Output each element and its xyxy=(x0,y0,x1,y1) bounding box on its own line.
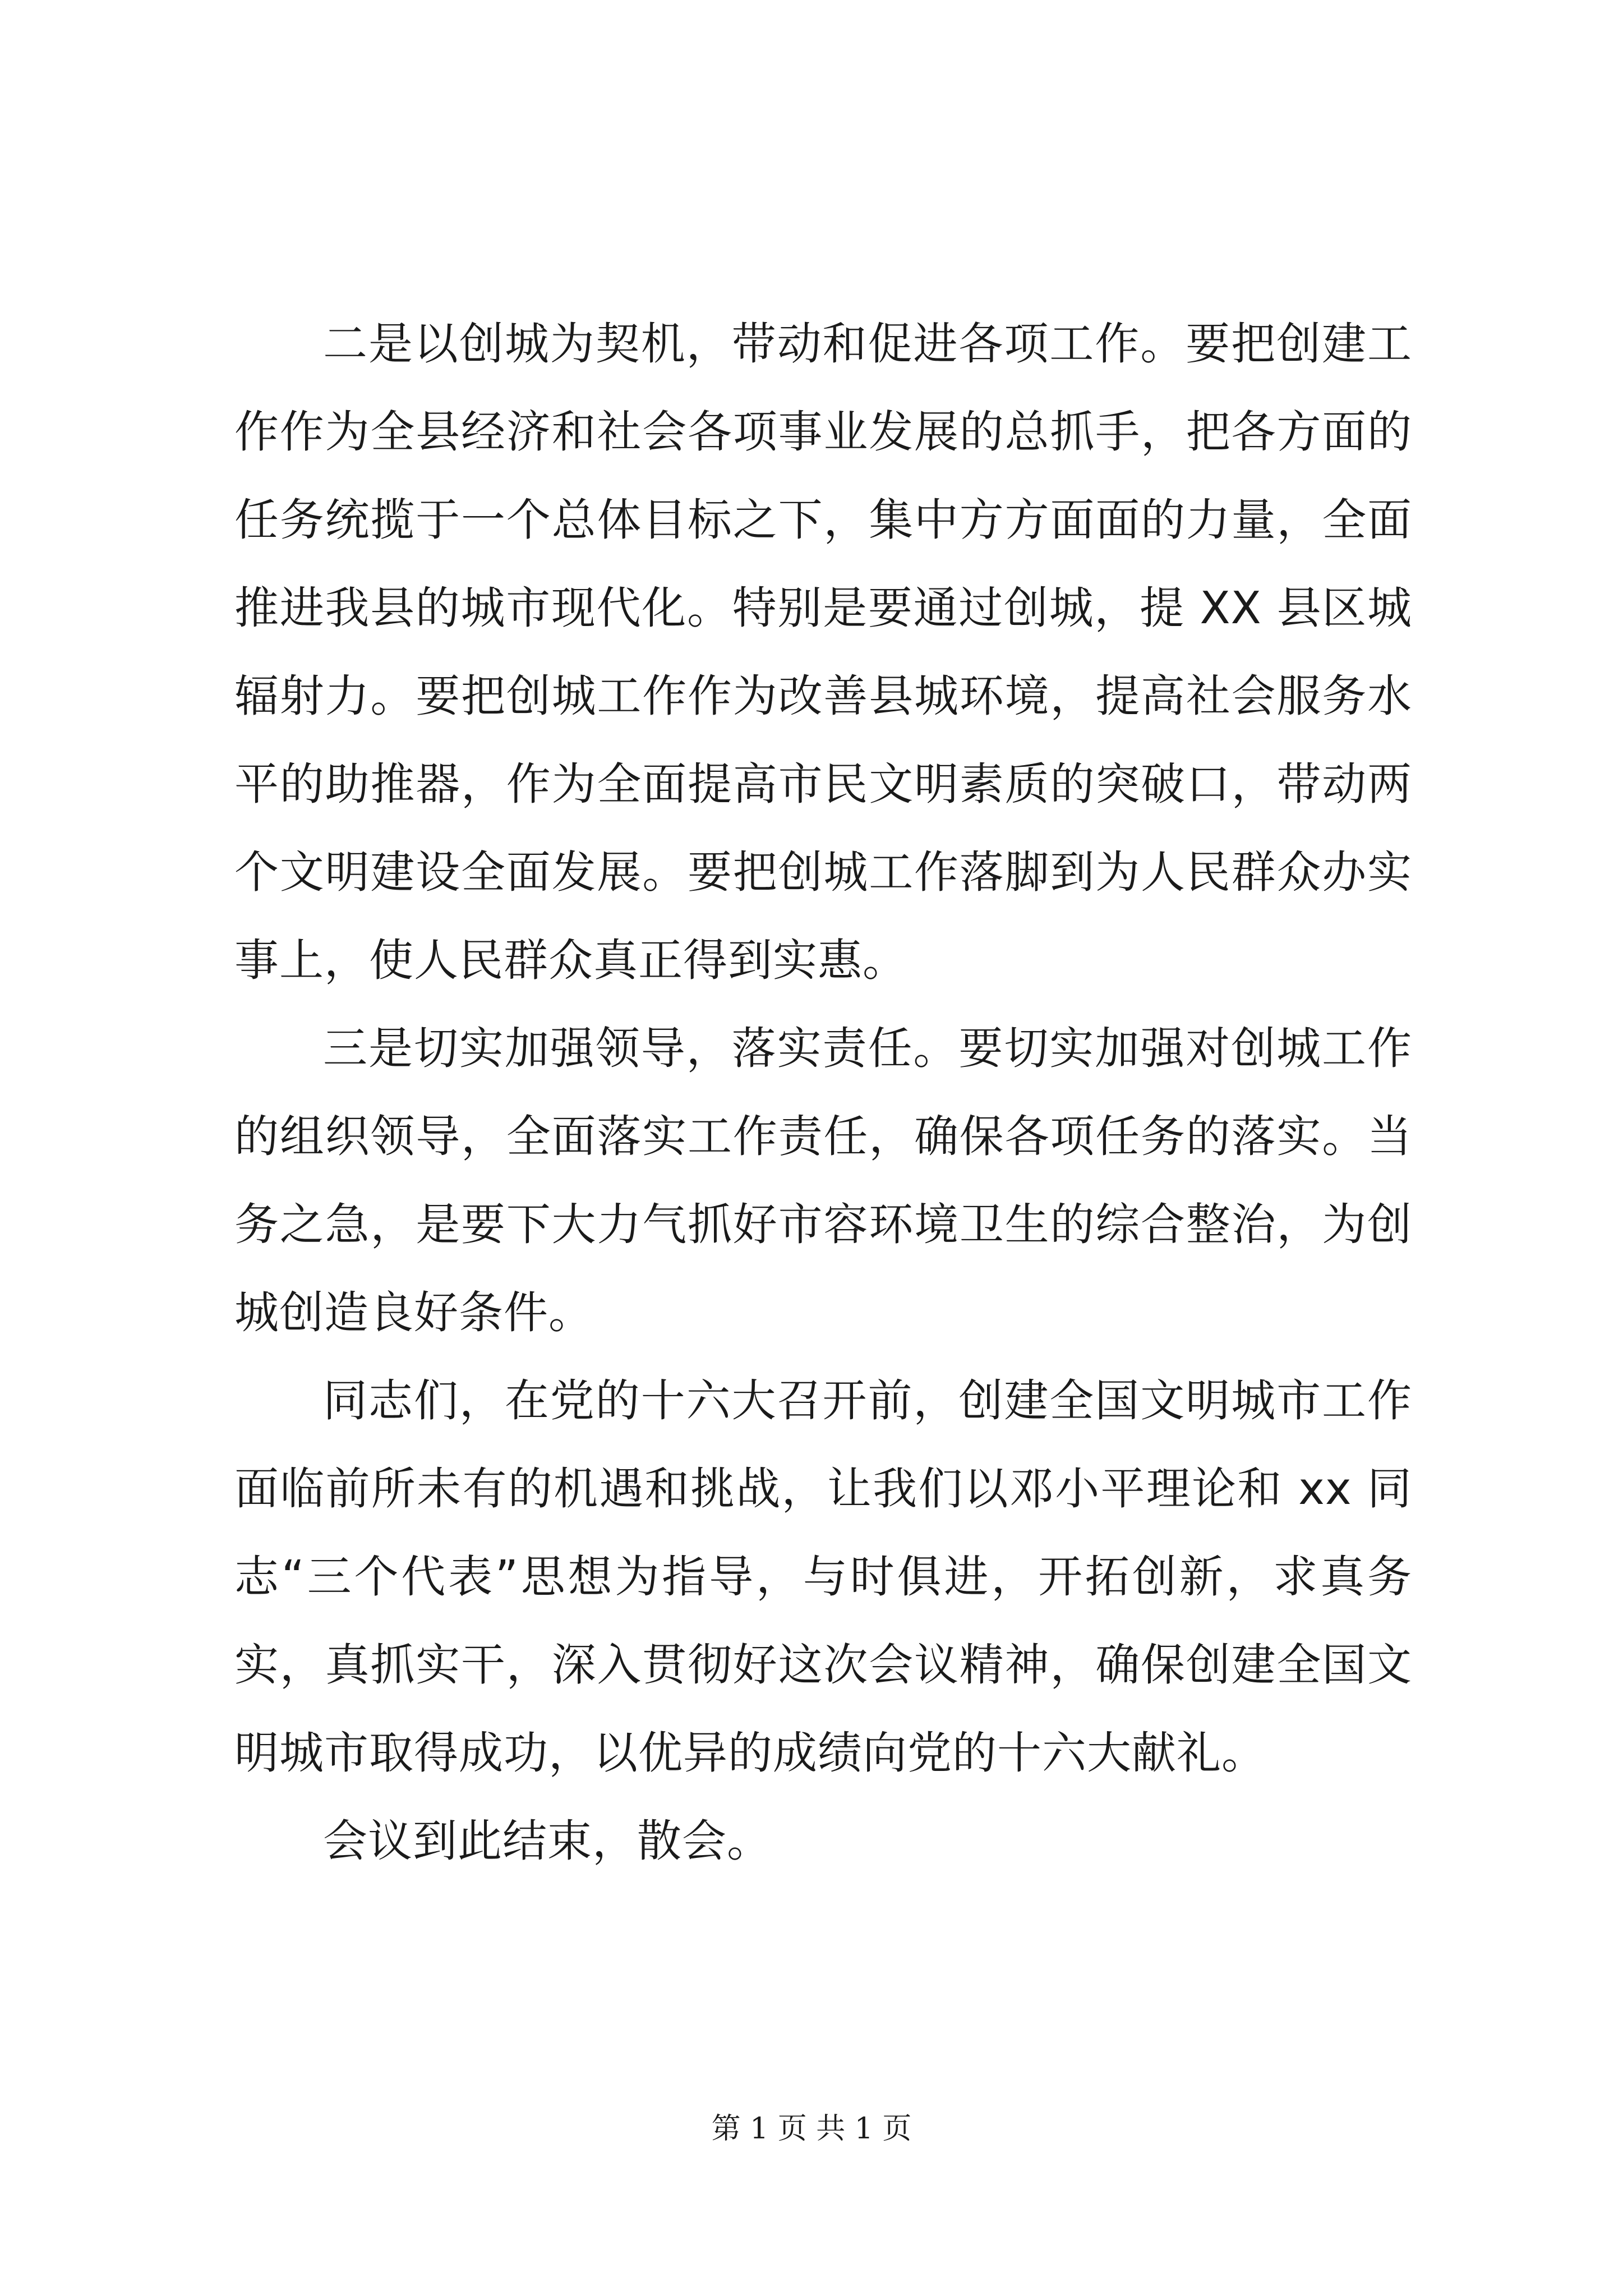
paragraph-2: 三是切实加强领导，落实责任。要切实加强对创城工作的组织领导，全面落实工作责任，确保各项任务的落实。当务之急，是要下大力气抓好市容环境卫生的综合整治，为创城创造良好条件。 xyxy=(234,1023,1412,1338)
paragraph-4: 会议到此结束，散会。 xyxy=(323,1815,772,1867)
paragraph-1: 二是以创城为契机，带动和促进各项工作。要把创建工作作为全县经济和社会各项事业发展的总抓手，把各方面的任务统揽于一个总体目标之下，集中方方面面的力量，全面推进我县的城市现代化。特别是要通过创城，提 XX 县区城辐射力。要把创城工作作为改善县城环境，提高社会服务水平的助推器，作为全面提高市民文明素质的突破口，带动两个文明建设全面发展。要把创城工作落脚到为人民群众办实事上，使人民群众真正得到实惠。 xyxy=(234,318,1412,986)
paragraph-3: 同志们，在党的十六大召开前，创建全国文明城市工作面临前所未有的机遇和挑战，让我们以邓小平理论和 xx 同志“三个代表”思想为指导，与时俱进，开拓创新，求真务实，真抓实干，深入贯彻好这次会议精神，确保创建全国文明城市取得成功，以优异的成绩向党的十六大献礼。 xyxy=(234,1375,1412,1779)
page-footer: 第 1 页 共 1 页 xyxy=(711,2112,912,2146)
document-body xyxy=(234,300,1412,1885)
